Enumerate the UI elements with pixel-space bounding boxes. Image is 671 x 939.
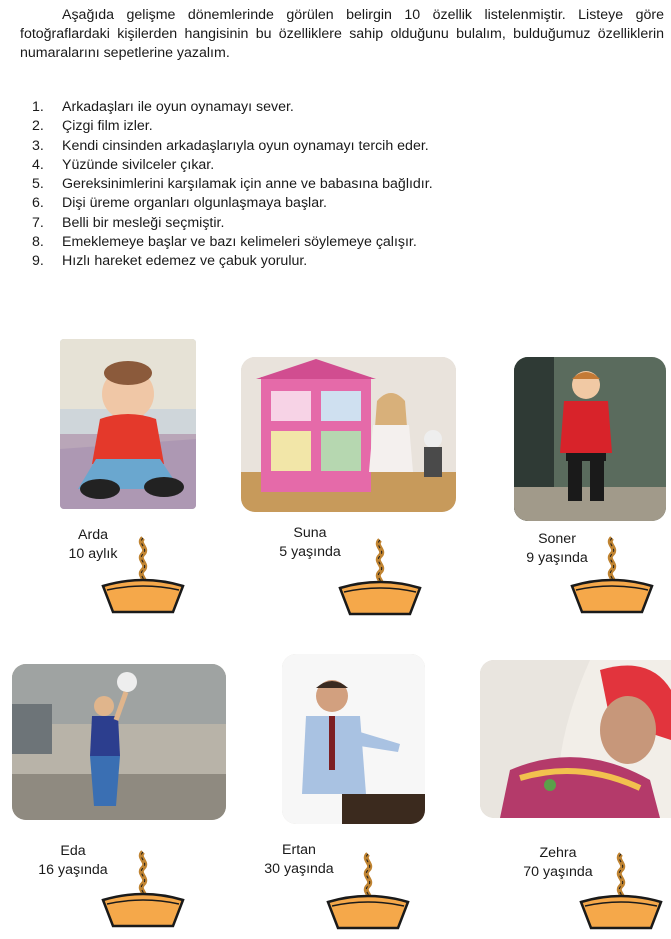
basket-zehra[interactable] xyxy=(575,852,667,932)
person-name: Arda xyxy=(78,527,108,543)
list-item: 5. Gereksinimlerini karşılamak için anne ve babasına bağlıdır. xyxy=(32,176,433,193)
person-name: Soner xyxy=(538,531,576,547)
photo-man-suit xyxy=(282,654,425,824)
basket-suna[interactable] xyxy=(334,538,426,618)
basket-soner[interactable] xyxy=(566,536,658,616)
person-age: 9 yaşında xyxy=(526,550,588,566)
photo-girl-dollhouse xyxy=(241,357,456,512)
person-age: 16 yaşında xyxy=(38,862,108,878)
person-age: 5 yaşında xyxy=(279,544,341,560)
photo-boy-red-sweater xyxy=(514,357,666,521)
person-age: 10 aylık xyxy=(68,546,118,562)
list-item: 1. Arkadaşları ile oyun oynamayı sever. xyxy=(32,99,294,115)
basket-eda[interactable] xyxy=(97,850,189,930)
person-name: Ertan xyxy=(282,842,316,858)
features-list xyxy=(32,98,433,272)
person-name: Zehra xyxy=(539,845,577,861)
list-item: 9. Hızlı hareket edemez ve çabuk yorulur. xyxy=(32,253,308,270)
list-item: 7. Belli bir mesleği seçmiştir. xyxy=(32,214,225,231)
list-item: 2. Çizgi film izler. xyxy=(32,118,153,135)
basket-arda[interactable] xyxy=(97,536,189,616)
photo-teen-ball xyxy=(12,664,226,820)
instructions-text: Aşağıda gelişme dönemlerinde görülen belirgin 10 özellik listelenmiştir. Listeye göre fotoğraflardaki kişilerden hangisinin bu özelliklere sahip olduğunu bulalım, bulduğumuz özelliklerin numaralarını sepetlerine yazalım. xyxy=(20,7,664,61)
photo-baby xyxy=(60,339,196,509)
list-item: 6. Dişi üreme organları olgunlaşmaya başlar. xyxy=(32,195,327,212)
person-name: Suna xyxy=(293,525,327,541)
person-name: Eda xyxy=(60,843,86,859)
basket-ertan[interactable] xyxy=(322,852,414,932)
person-age: 70 yaşında xyxy=(523,864,593,880)
list-item: 8. Emeklemeye başlar ve bazı kelimeleri söylemeye çalışır. xyxy=(32,234,417,251)
photo-elderly-woman xyxy=(480,660,671,818)
list-item: 4. Yüzünde sivilceler çıkar. xyxy=(32,156,215,173)
list-item: 3. Kendi cinsinden arkadaşlarıyla oyun oynamayı tercih eder. xyxy=(32,137,429,154)
person-age: 30 yaşında xyxy=(264,861,334,877)
